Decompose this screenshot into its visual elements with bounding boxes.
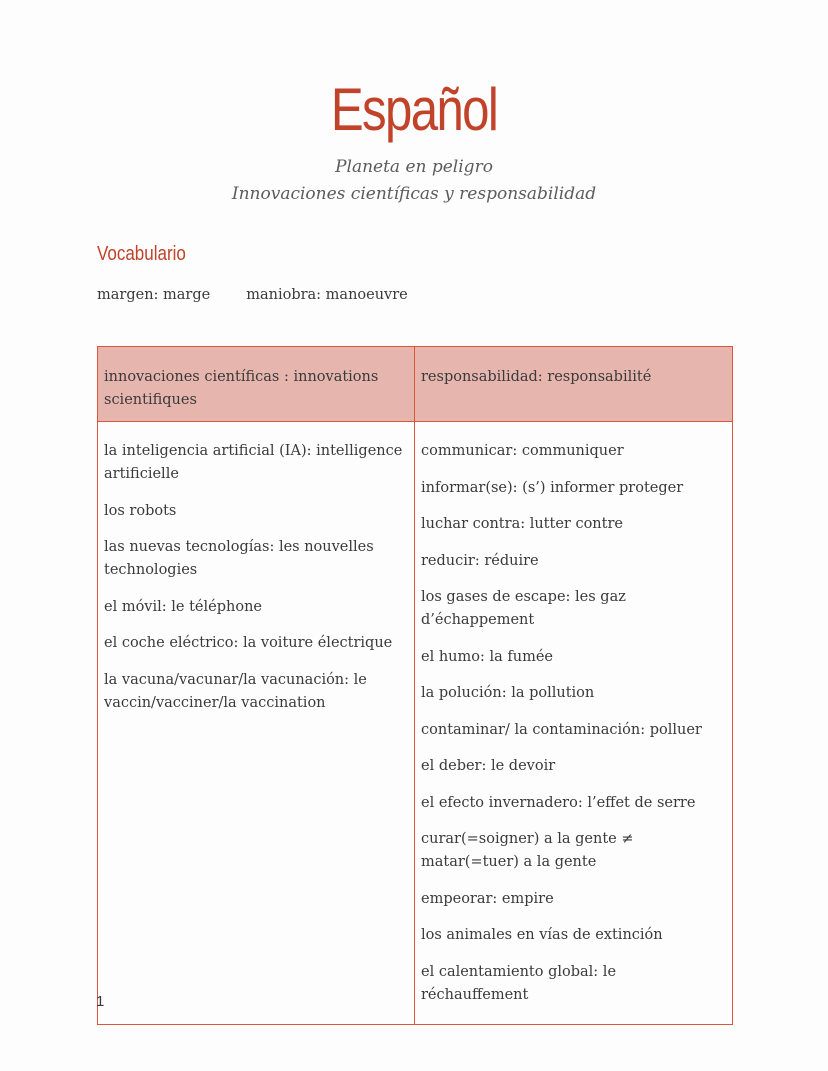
list-item: empeorar: empire	[421, 890, 554, 907]
list-item: el efecto invernadero: l’effet de serre	[421, 794, 696, 811]
table-header-row	[98, 347, 733, 422]
list-item: la polución: la pollution	[421, 685, 595, 701]
vocab-item-maniobra: maniobra: manoeuvre	[246, 287, 408, 303]
table-row	[98, 422, 733, 1025]
list-item: el calentamiento global: le réchauffement	[421, 963, 617, 1003]
list-item: informar(se): (s’) informer proteger	[421, 479, 684, 496]
responsabilidad-column	[415, 422, 733, 1025]
subtitle-line-1: Planeta en peligro	[335, 157, 493, 177]
list-item: los animales en vías de extinción	[421, 927, 663, 943]
header-responsabilidad: responsabilidad: responsabilité	[415, 347, 733, 422]
list-item: communicar: communiquer	[421, 443, 624, 459]
list-item: reducir: réduire	[421, 552, 539, 569]
vocab-item-margen: margen: marge	[97, 287, 211, 303]
list-item: curar(=soigner) a la gente ≠ matar(=tuer) a la gente	[421, 831, 634, 870]
list-item: la inteligencia artificial (IA): intelligence artificielle	[104, 443, 403, 482]
innovaciones-column	[98, 422, 415, 1025]
subtitle-line-2: Innovaciones científicas y responsabilidad	[231, 184, 597, 204]
list-item: los gases de escape: les gaz d’échappement	[421, 589, 626, 628]
vocabulary-table	[97, 346, 733, 1025]
page-title: Español	[330, 76, 498, 143]
list-item: contaminar/ la contaminación: polluer	[421, 721, 702, 738]
list-item: las nuevas tecnologías: les nouvelles technologies	[104, 539, 374, 578]
list-item: los robots	[104, 502, 177, 519]
vocab-line	[97, 287, 408, 303]
section-heading-vocabulario: Vocabulario	[97, 243, 186, 265]
page-number: 1	[96, 993, 105, 1010]
list-item: el móvil: le téléphone	[104, 598, 262, 615]
list-item: el coche eléctrico: la voiture électrique	[104, 635, 393, 651]
header-innovaciones: innovaciones científicas : innovations scientifiques	[98, 347, 415, 422]
list-item: el humo: la fumée	[421, 648, 553, 665]
list-item: luchar contra: lutter contre	[421, 516, 623, 532]
list-item: el deber: le devoir	[421, 758, 556, 774]
list-item: la vacuna/vacunar/la vacunación: le vaccin/vacciner/la vaccination	[104, 671, 367, 711]
